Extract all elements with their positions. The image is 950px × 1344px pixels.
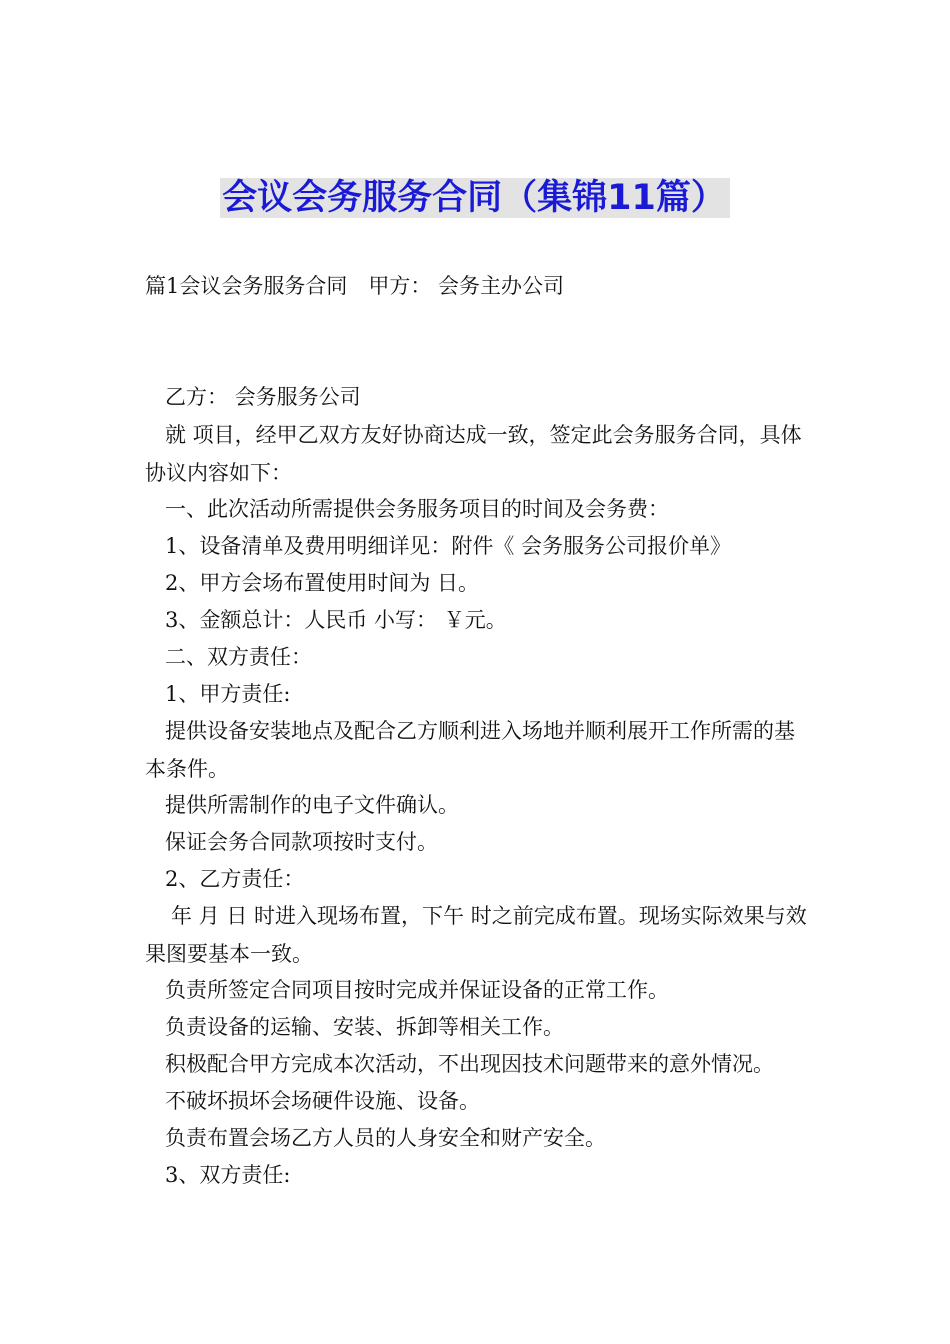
party-b-duty-6: 负责布置会场乙方人员的人身安全和财产安全。	[165, 1126, 606, 1150]
item-2-time: 2、甲方会场布置使用时间为 日。	[165, 571, 480, 595]
item-3-amount: 3、金额总计：人民币 小写： ￥元。	[165, 608, 507, 632]
party-a-duty-1: 提供设备安装地点及配合乙方顺利进入场地并顺利展开工作所需的基本条件。	[145, 719, 795, 781]
party-a-duty-3: 保证会务合同款项按时支付。	[165, 830, 438, 854]
item-1-equipment: 1、设备清单及费用明细详见：附件《 会务服务公司报价单》	[165, 534, 732, 558]
party-a-duty-heading: 1、甲方责任:	[165, 682, 291, 706]
party-b-line: 乙方： 会务服务公司	[165, 385, 361, 409]
party-b-duty-3: 负责设备的运输、安装、拆卸等相关工作。	[165, 1015, 564, 1039]
document-title: 会议会务服务合同（集锦11篇）	[220, 178, 730, 218]
section-one-heading: 一、此次活动所需提供会务服务项目的时间及会务费：	[165, 497, 669, 521]
party-b-duty-heading: 2、乙方责任：	[165, 867, 305, 891]
party-a-duty-2: 提供所需制作的电子文件确认。	[165, 793, 459, 817]
party-b-duty-4: 积极配合甲方完成本次活动，不出现因技术问题带来的意外情况。	[165, 1052, 774, 1076]
party-b-duty-2: 负责所签定合同项目按时完成并保证设备的正常工作。	[165, 978, 669, 1002]
mutual-duty-heading: 3、双方责任:	[165, 1163, 291, 1187]
section-two-heading: 二、双方责任：	[165, 645, 312, 669]
party-b-duty-5: 不破坏损坏会场硬件设施、设备。	[165, 1089, 480, 1113]
party-b-duty-1: 年 月 日 时进入现场布置，下午 时之前完成布置。现场实际效果与效果图要基本一致。	[145, 904, 807, 966]
header-line: 篇1会议会务服务合同 甲方： 会务主办公司	[145, 274, 565, 298]
intro-paragraph: 就 项目，经甲乙双方友好协商达成一致，签定此会务服务合同，具体协议内容如下：	[145, 423, 802, 485]
title-container	[0, 178, 950, 218]
